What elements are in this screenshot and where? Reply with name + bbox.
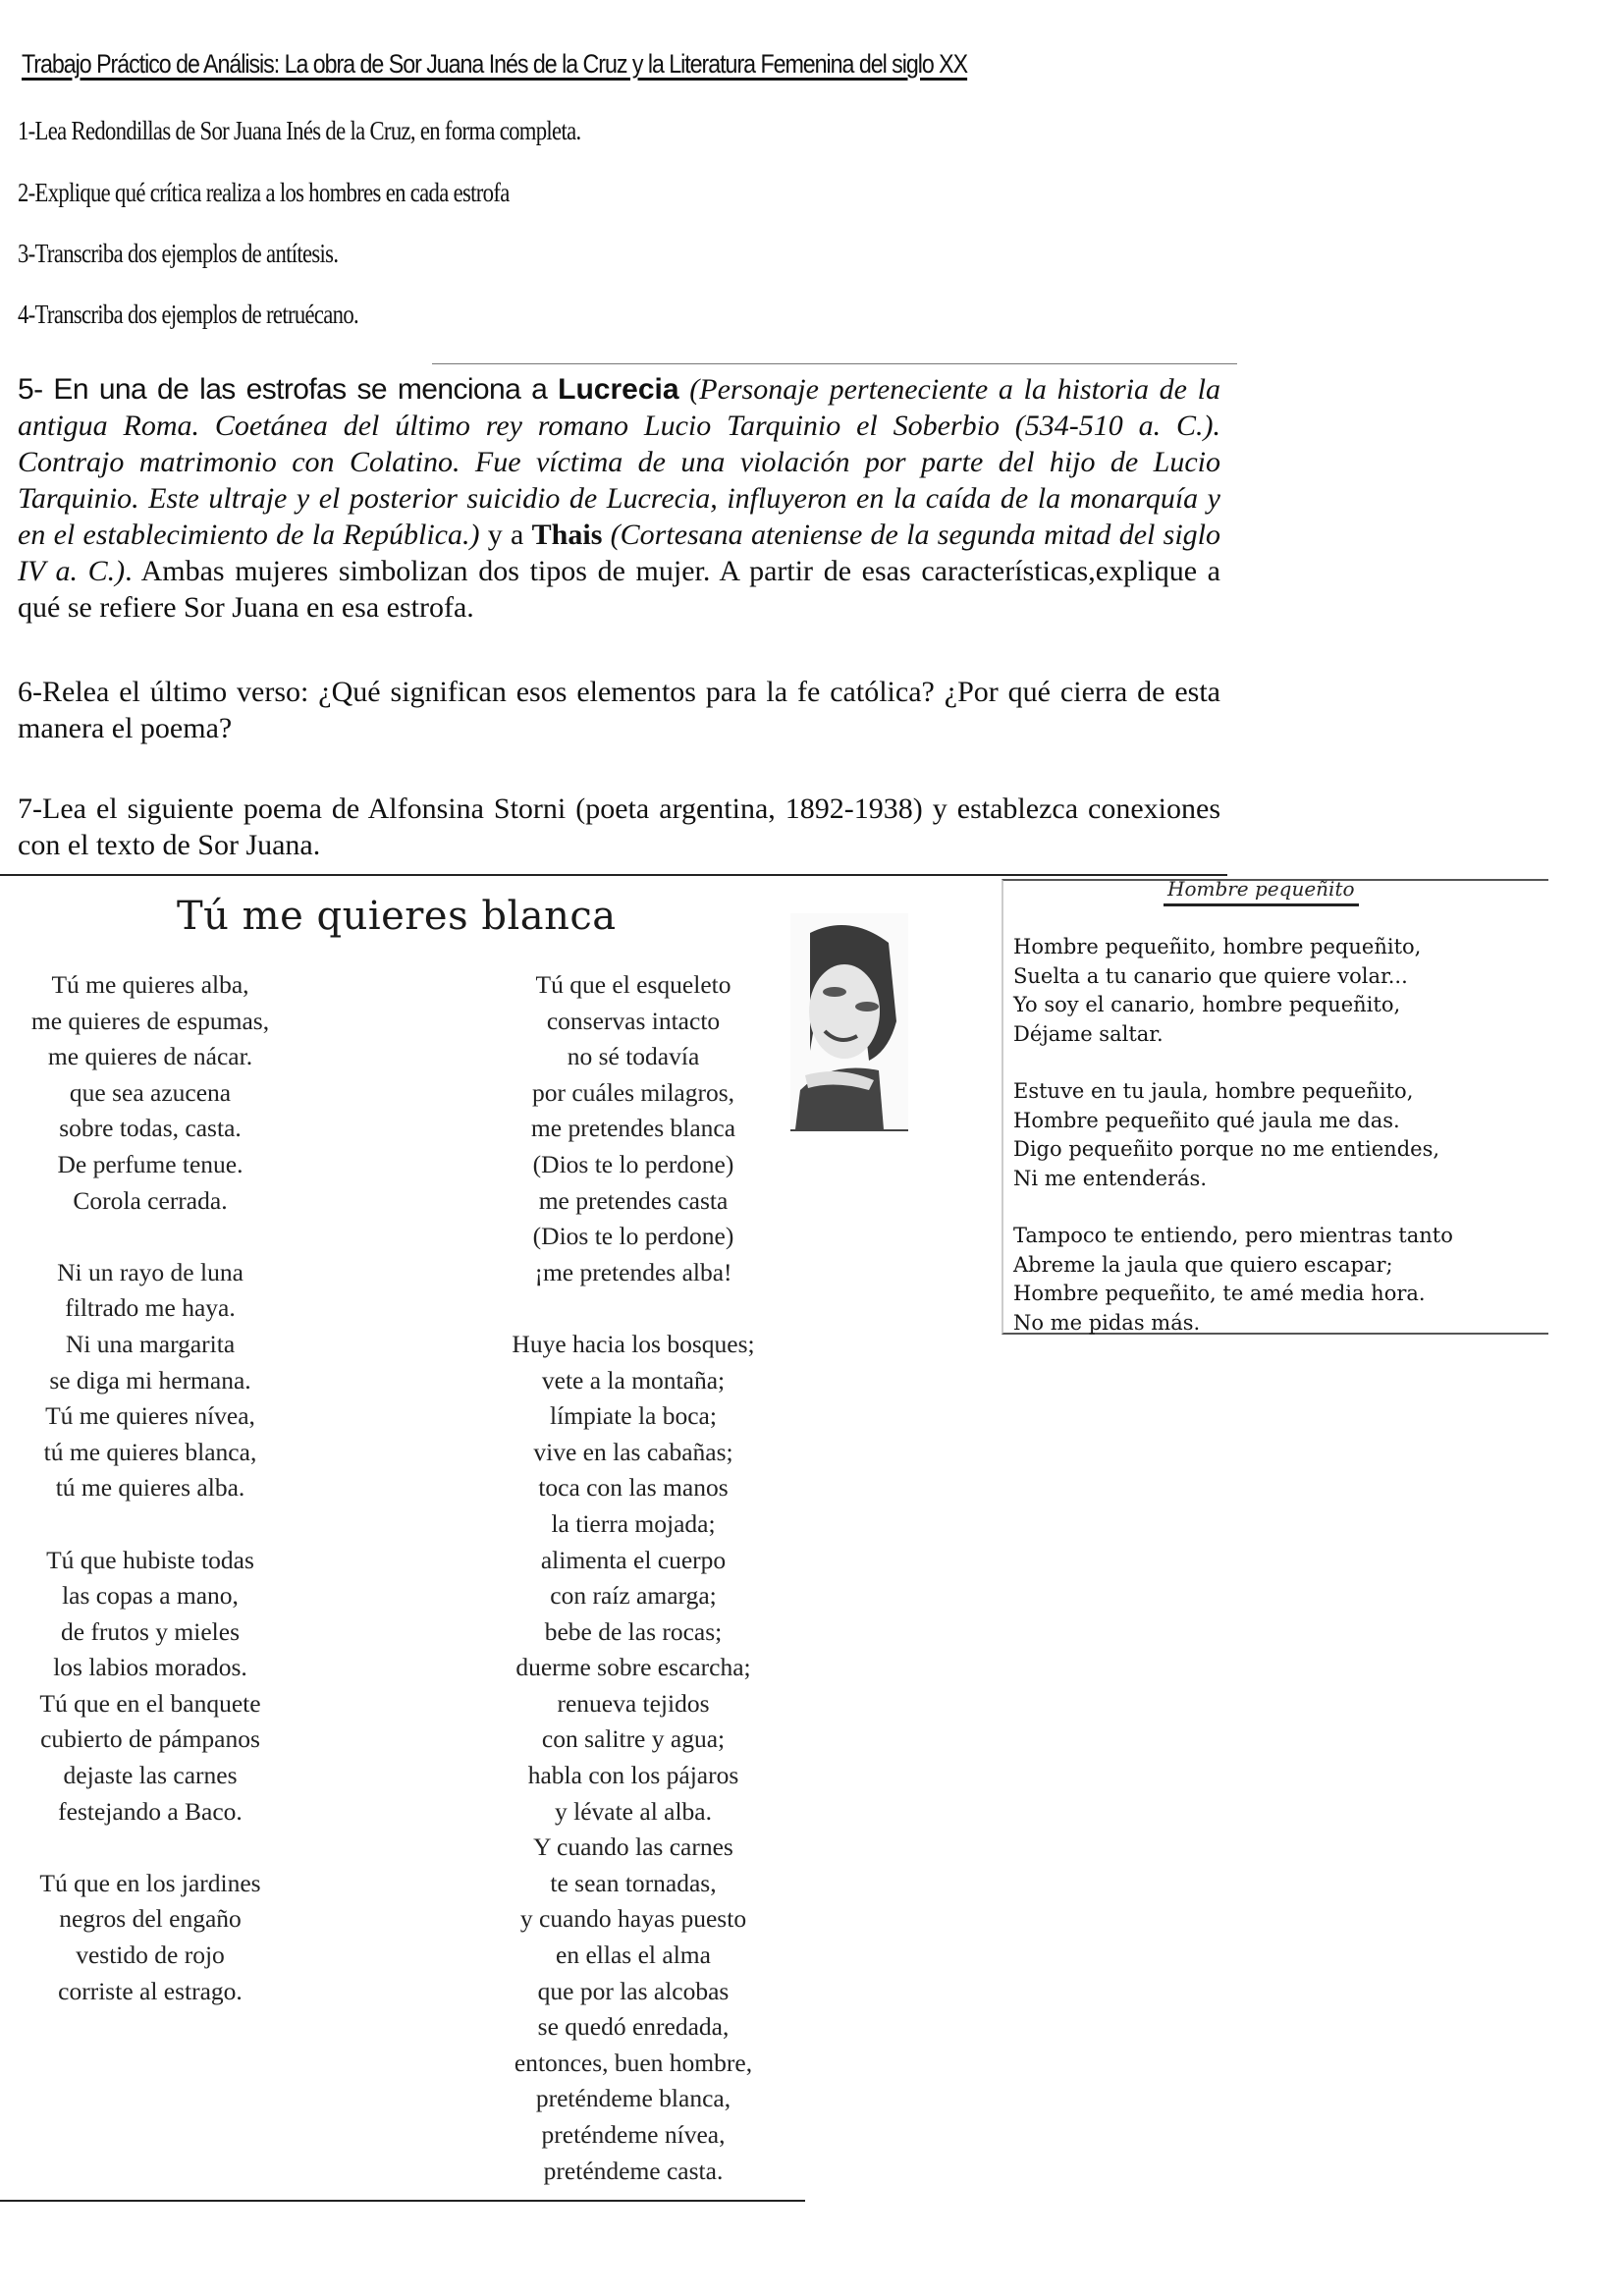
question-5 [18, 371, 1220, 626]
verse-line: festejando a Baco. [58, 1796, 243, 1826]
verse-line: Yo soy el canario, hombre pequeñito, [1013, 993, 1401, 1016]
question-3: 3-Transcriba dos ejemplos de antítesis. [18, 239, 339, 268]
stanza [491, 967, 776, 1290]
verse-line: preténdeme blanca, [535, 2084, 731, 2113]
question-7: 7-Lea el siguiente poema de Alfonsina Storni (poeta argentina, 1892-1938) y establezca conexiones con el texto de Sor Juana. [18, 793, 1220, 861]
verse-line: y cuando hayas puesto [519, 1904, 747, 1934]
verse-line: Tú que hubiste todas [46, 1545, 254, 1574]
verse-line: Abreme la jaula que quiero escapar; [1013, 1252, 1393, 1277]
verse-line: que por las alcobas [537, 1976, 730, 2005]
verse-line: no sé todavía [567, 1042, 700, 1071]
verse-line: Tú que el esqueleto [535, 970, 731, 999]
document-title: Trabajo Práctico de Análisis: La obra de Sor Juana Inés de la Cruz y la Literatura Femenina del siglo XX [22, 49, 968, 79]
divider-poem-bottom [0, 2200, 805, 2202]
verse-line: los labios morados. [53, 1653, 247, 1682]
divider-top [432, 363, 1237, 364]
verse-line: conservas intacto [546, 1006, 721, 1035]
verse-line: límpiate la boca; [550, 1401, 717, 1431]
verse-line: corriste al estrago. [58, 1976, 243, 2005]
poem-hombre-pequenito [1013, 933, 1453, 1366]
poem-title-hombre-pequenito: Hombre pequeñito [1164, 877, 1359, 906]
verse-line: cubierto de pámpanos [40, 1724, 260, 1754]
verse-line: te sean tornadas, [550, 1868, 717, 1897]
stanza [8, 1866, 293, 2009]
verse-line: Ni me entenderás. [1013, 1166, 1208, 1190]
verse-line: vete a la montaña; [541, 1365, 726, 1394]
verse-line: ¡me pretendes alba! [534, 1257, 732, 1286]
verse-line: con raíz amarga; [550, 1581, 717, 1611]
verse-line: Huye hacia los bosques; [512, 1329, 755, 1358]
verse-line: Estuve en tu jaula, hombre pequeñito, [1013, 1079, 1414, 1103]
verse-line: Ni una margarita [65, 1329, 236, 1358]
portrait-photo-icon [790, 913, 908, 1131]
verse-line: Suelta a tu canario que quiere volar... [1013, 963, 1408, 988]
stanza [8, 1255, 293, 1506]
question-1: 1-Lea Redondillas de Sor Juana Inés de la Cruz, en forma completa. [18, 116, 581, 145]
question-2: 2-Explique qué crítica realiza a los hombres en cada estrofa [18, 178, 510, 207]
verse-line: Tú me quieres alba, [51, 970, 249, 999]
verse-line: Digo pequeñito porque no me entiendes, [1013, 1137, 1440, 1161]
verse-line: con salitre y agua; [541, 1724, 726, 1754]
verse-line: de frutos y mieles [61, 1616, 240, 1646]
verse-line: bebe de las rocas; [544, 1616, 723, 1646]
question-5-mid: y a [479, 519, 532, 551]
stanza [1013, 1222, 1453, 1338]
verse-line: Tú que en el banquete [39, 1688, 261, 1718]
verse-line: negros del engaño [59, 1904, 242, 1934]
name-thais: Thais [531, 519, 603, 551]
verse-line: por cuáles milagros, [531, 1077, 735, 1107]
verse-line: renueva tejidos [557, 1688, 710, 1718]
verse-line: Hombre pequeñito, hombre pequeñito, [1013, 935, 1422, 958]
divider-poem-top [0, 874, 1227, 876]
verse-line: No me pidas más. [1013, 1310, 1201, 1335]
verse-line: me pretendes casta [538, 1185, 729, 1215]
verse-line: tú me quieres blanca, [43, 1437, 257, 1466]
name-lucrecia: Lucrecia [558, 373, 679, 406]
verse-line: filtrado me haya. [65, 1293, 236, 1323]
verse-line: Ni un rayo de luna [57, 1257, 244, 1286]
poem-title-tu-me-quieres-blanca: Tú me quieres blanca [177, 894, 617, 939]
verse-line: vive en las cabañas; [533, 1437, 733, 1466]
verse-line: Déjame saltar. [1013, 1021, 1164, 1046]
verse-line: Corola cerrada. [73, 1185, 228, 1215]
verse-line: Hombre pequeñito, te amé media hora. [1013, 1282, 1426, 1305]
verse-line: la tierra mojada; [551, 1508, 716, 1538]
verse-line: dejaste las carnes [63, 1761, 238, 1790]
verse-line: sobre todas, casta. [59, 1114, 242, 1143]
question-5-tail: . Ambas mujeres simbolizan dos tipos de mujer. A partir de esas características,explique a qué se refiere Sor Juana en esa estrofa. [18, 555, 1220, 624]
question-4: 4-Transcriba dos ejemplos de retruécano. [18, 300, 359, 329]
note-thais: (Cortesana ateniense de la segunda mitad del siglo IV a. C.) [18, 519, 1220, 587]
poem-column-right [491, 967, 776, 2225]
verse-line: me quieres de espumas, [30, 1006, 270, 1035]
verse-line: duerme sobre escarcha; [515, 1653, 751, 1682]
note-lucrecia: (Personaje perteneciente a la historia de la antigua Roma. Coetánea del último rey romano Lucio Tarquinio el Soberbio (534-510 a. C.). Contrajo matrimonio con Colatino. Fue víctima de una violación por parte del hijo de Lucio Tarquinio. Este ultraje y el posterior suicidio de Lucrecia, influyeron en la caída de la monarquía y en el establecimiento de la República.) [18, 373, 1220, 551]
verse-line: (Dios te lo perdone) [532, 1222, 734, 1251]
verse-line: me pretendes blanca [530, 1114, 736, 1143]
question-5-lead: 5- En una de las estrofas se menciona a [18, 373, 559, 406]
stanza [8, 1543, 293, 1831]
verse-line: alimenta el cuerpo [540, 1545, 727, 1574]
verse-line: preténdeme casta. [543, 2156, 724, 2185]
verse-line: entonces, buen hombre, [514, 2048, 753, 2077]
verse-line: (Dios te lo perdone) [532, 1149, 734, 1178]
stanza [8, 967, 293, 1219]
verse-line: las copas a mano, [62, 1581, 239, 1611]
stanza [1013, 1077, 1453, 1193]
question-6: 6-Relea el último verso: ¿Qué significan esos elementos para la fe católica? ¿Por qué cierra de esta manera el poema? [18, 676, 1220, 744]
verse-line: Tú me quieres nívea, [45, 1401, 255, 1431]
verse-line: vestido de rojo [76, 1941, 225, 1970]
verse-line: se quedó enredada, [537, 2012, 730, 2042]
verse-line: tú me quieres alba. [55, 1473, 245, 1503]
verse-line: De perfume tenue. [57, 1149, 244, 1178]
verse-line: Tú que en los jardines [39, 1868, 261, 1897]
verse-line: me quieres de nácar. [47, 1042, 253, 1071]
verse-line: se diga mi hermana. [49, 1365, 251, 1394]
verse-line: que sea azucena [69, 1077, 232, 1107]
verse-line: en ellas el alma [556, 1941, 711, 1970]
verse-line: toca con las manos [538, 1473, 729, 1503]
verse-line: Y cuando las carnes [533, 1832, 733, 1862]
verse-line: Tampoco te entiendo, pero mientras tanto [1013, 1224, 1453, 1247]
verse-line: y lévate al alba. [555, 1796, 712, 1826]
verse-line: preténdeme nívea, [541, 2120, 726, 2149]
verse-line: Hombre pequeñito qué jaula me das. [1013, 1108, 1400, 1132]
poem-column-left [8, 967, 293, 2046]
stanza [491, 1327, 776, 2189]
verse-line: habla con los pájaros [527, 1761, 739, 1790]
stanza [1013, 933, 1453, 1049]
